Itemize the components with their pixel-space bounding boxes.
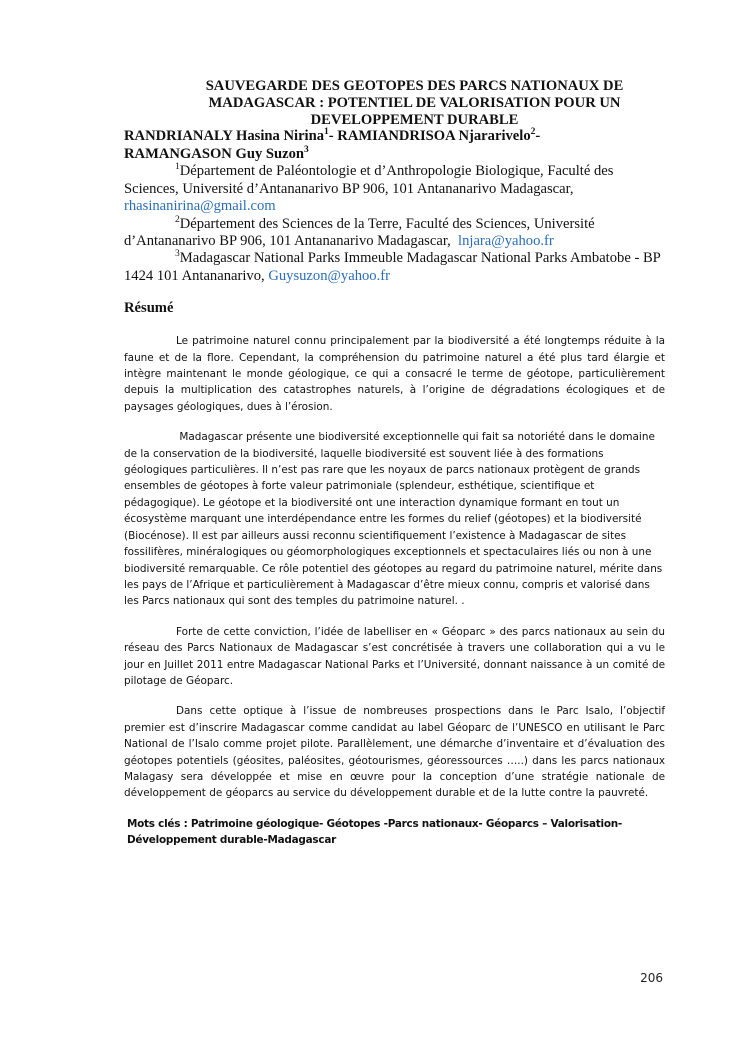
affiliation-mark: 3 — [175, 249, 180, 260]
affiliation-1 — [124, 163, 665, 215]
email-link[interactable]: lnjara@yahoo.fr — [458, 233, 554, 250]
author-affiliation-mark: 1 — [324, 127, 329, 138]
abstract-paragraph — [124, 333, 665, 415]
email-link[interactable]: Guysuzon@yahoo.fr — [268, 267, 390, 284]
document-page — [124, 78, 665, 849]
affiliation-mark: 2 — [175, 214, 180, 225]
affiliation-3 — [124, 250, 665, 285]
author-affiliation-mark: 2 — [530, 127, 536, 138]
author-separator: - — [535, 128, 541, 145]
paragraph-text: Le patrimoine naturel connu principalement par la biodiversité a été longtemps réduite à la faune et de la flore. Cependant, la compréhension du patrimoine naturel a été plus tard élargie et intègre maintenant le monde géologique, ce qui a consacré le terme de géotope, particulièrement depuis la multiplication des catastrophes naturels, à l’origine de dégradations écologiques et de paysages géologiques, dues à l’érosion. — [124, 335, 665, 413]
affiliation-text: Département de Paléontologie et d’Anthropologie Biologique, Faculté des Sciences, Université d’Antananarivo BP 906, 101 Antananarivo Madagascar, — [124, 163, 614, 197]
title-line: MADAGASCAR : POTENTIEL DE VALORISATION POUR UN — [208, 94, 621, 111]
author-name: - RAMIANDRISOA Njararivelo — [328, 128, 531, 145]
email-link[interactable]: rhasinanirina@gmail.com — [124, 198, 276, 215]
paragraph-text: Dans cette optique à l’issue de nombreuses prospections dans le Parc Isalo, l’objectif premier est d’inscrire Madagascar comme candidat au label Géoparc de l’UNESCO en utilisant le Parc National de l’Isalo comme projet pilote. Parallèlement, une démarche d’inventaire et d’évaluation des géotopes potentiels (géosites, paléosites, géotourismes, géoressources …..) dans les parcs nationaux Malagasy sera développée et mise en œuvre pour la conception d’une stratégie nationale de développement de géoparcs au service du développement durable et de la lutte contre la pauvreté. — [124, 705, 665, 800]
abstract-heading: Résumé — [124, 300, 174, 317]
affiliation-mark: 1 — [175, 162, 180, 173]
keywords: Mots clés : Patrimoine géologique- Géotopes -Parcs nationaux- Géoparcs – Valorisation-Développement durable-Madagascar — [127, 817, 623, 847]
author-affiliation-mark: 3 — [304, 145, 309, 156]
paragraph-text: Forte de cette conviction, l’idée de labelliser en « Géoparc » des parcs nationaux au sein du réseau des Parcs Nationaux de Madagascar s’est concrétisée à travers une collaboration qui a vu le jour en Juillet 2011 entre Madagascar National Parks et l’Université, donnant naissance à un comité de pilotage de Géoparc. — [124, 625, 665, 687]
page-number: 206 — [640, 971, 663, 985]
abstract-paragraph — [124, 624, 665, 690]
author-list — [124, 128, 665, 163]
abstract-paragraph — [124, 703, 665, 801]
affiliation-text: Madagascar National Parks Immeuble Madagascar National Parks Ambatobe - BP 1424 101 Antananarivo, — [124, 250, 661, 284]
affiliation-text: Département des Sciences de la Terre, Faculté des Sciences, Université d’Antananarivo BP 906, 101 Antananarivo Madagascar, — [124, 215, 595, 250]
author-name: RANDRIANALY Hasina Nirina — [124, 128, 325, 145]
paper-title — [164, 78, 665, 128]
title-line: DEVELOPPEMENT DURABLE — [310, 111, 519, 128]
author-name: RAMANGASON Guy Suzon — [124, 145, 305, 162]
abstract-paragraph — [124, 429, 665, 609]
affiliation-2 — [124, 216, 665, 251]
title-line: SAUVEGARDE DES GEOTOPES DES PARCS NATIONAUX DE — [205, 78, 624, 94]
paragraph-text: Madagascar présente une biodiversité exceptionnelle qui fait sa notoriété dans le domaine de la conservation de la biodiversité, laquelle biodiversité est souvent liée à des formations géologiques particulières. Il n’est pas rare que les noyaux de parcs nationaux protègent de grands ensembles de géotopes à forte valeur patrimoniale (splendeur, esthétique, scientifique et pédagogique). Le géotope et la biodiversité ont une interaction dynamique formant en tout un écosystème marquant une interdépendance entre les formes du relief (géotopes) et la biodiversité (Biocénose). Il est par ailleurs aussi reconnu scientifiquement l’existence à Madagascar de sites fossilifères, minéralogiques ou géomorphologiques exceptionnels et spectaculaires liés ou non à une biodiversité remarquable. Ce rôle potentiel des géotopes au regard du patrimoine naturel, mérite dans les pays de l’Afrique et particulièrement à Madagascar d’être mieux connu, compris et valorisé dans les Parcs nationaux qui sont des temples du patrimoine naturel. . — [124, 431, 663, 608]
